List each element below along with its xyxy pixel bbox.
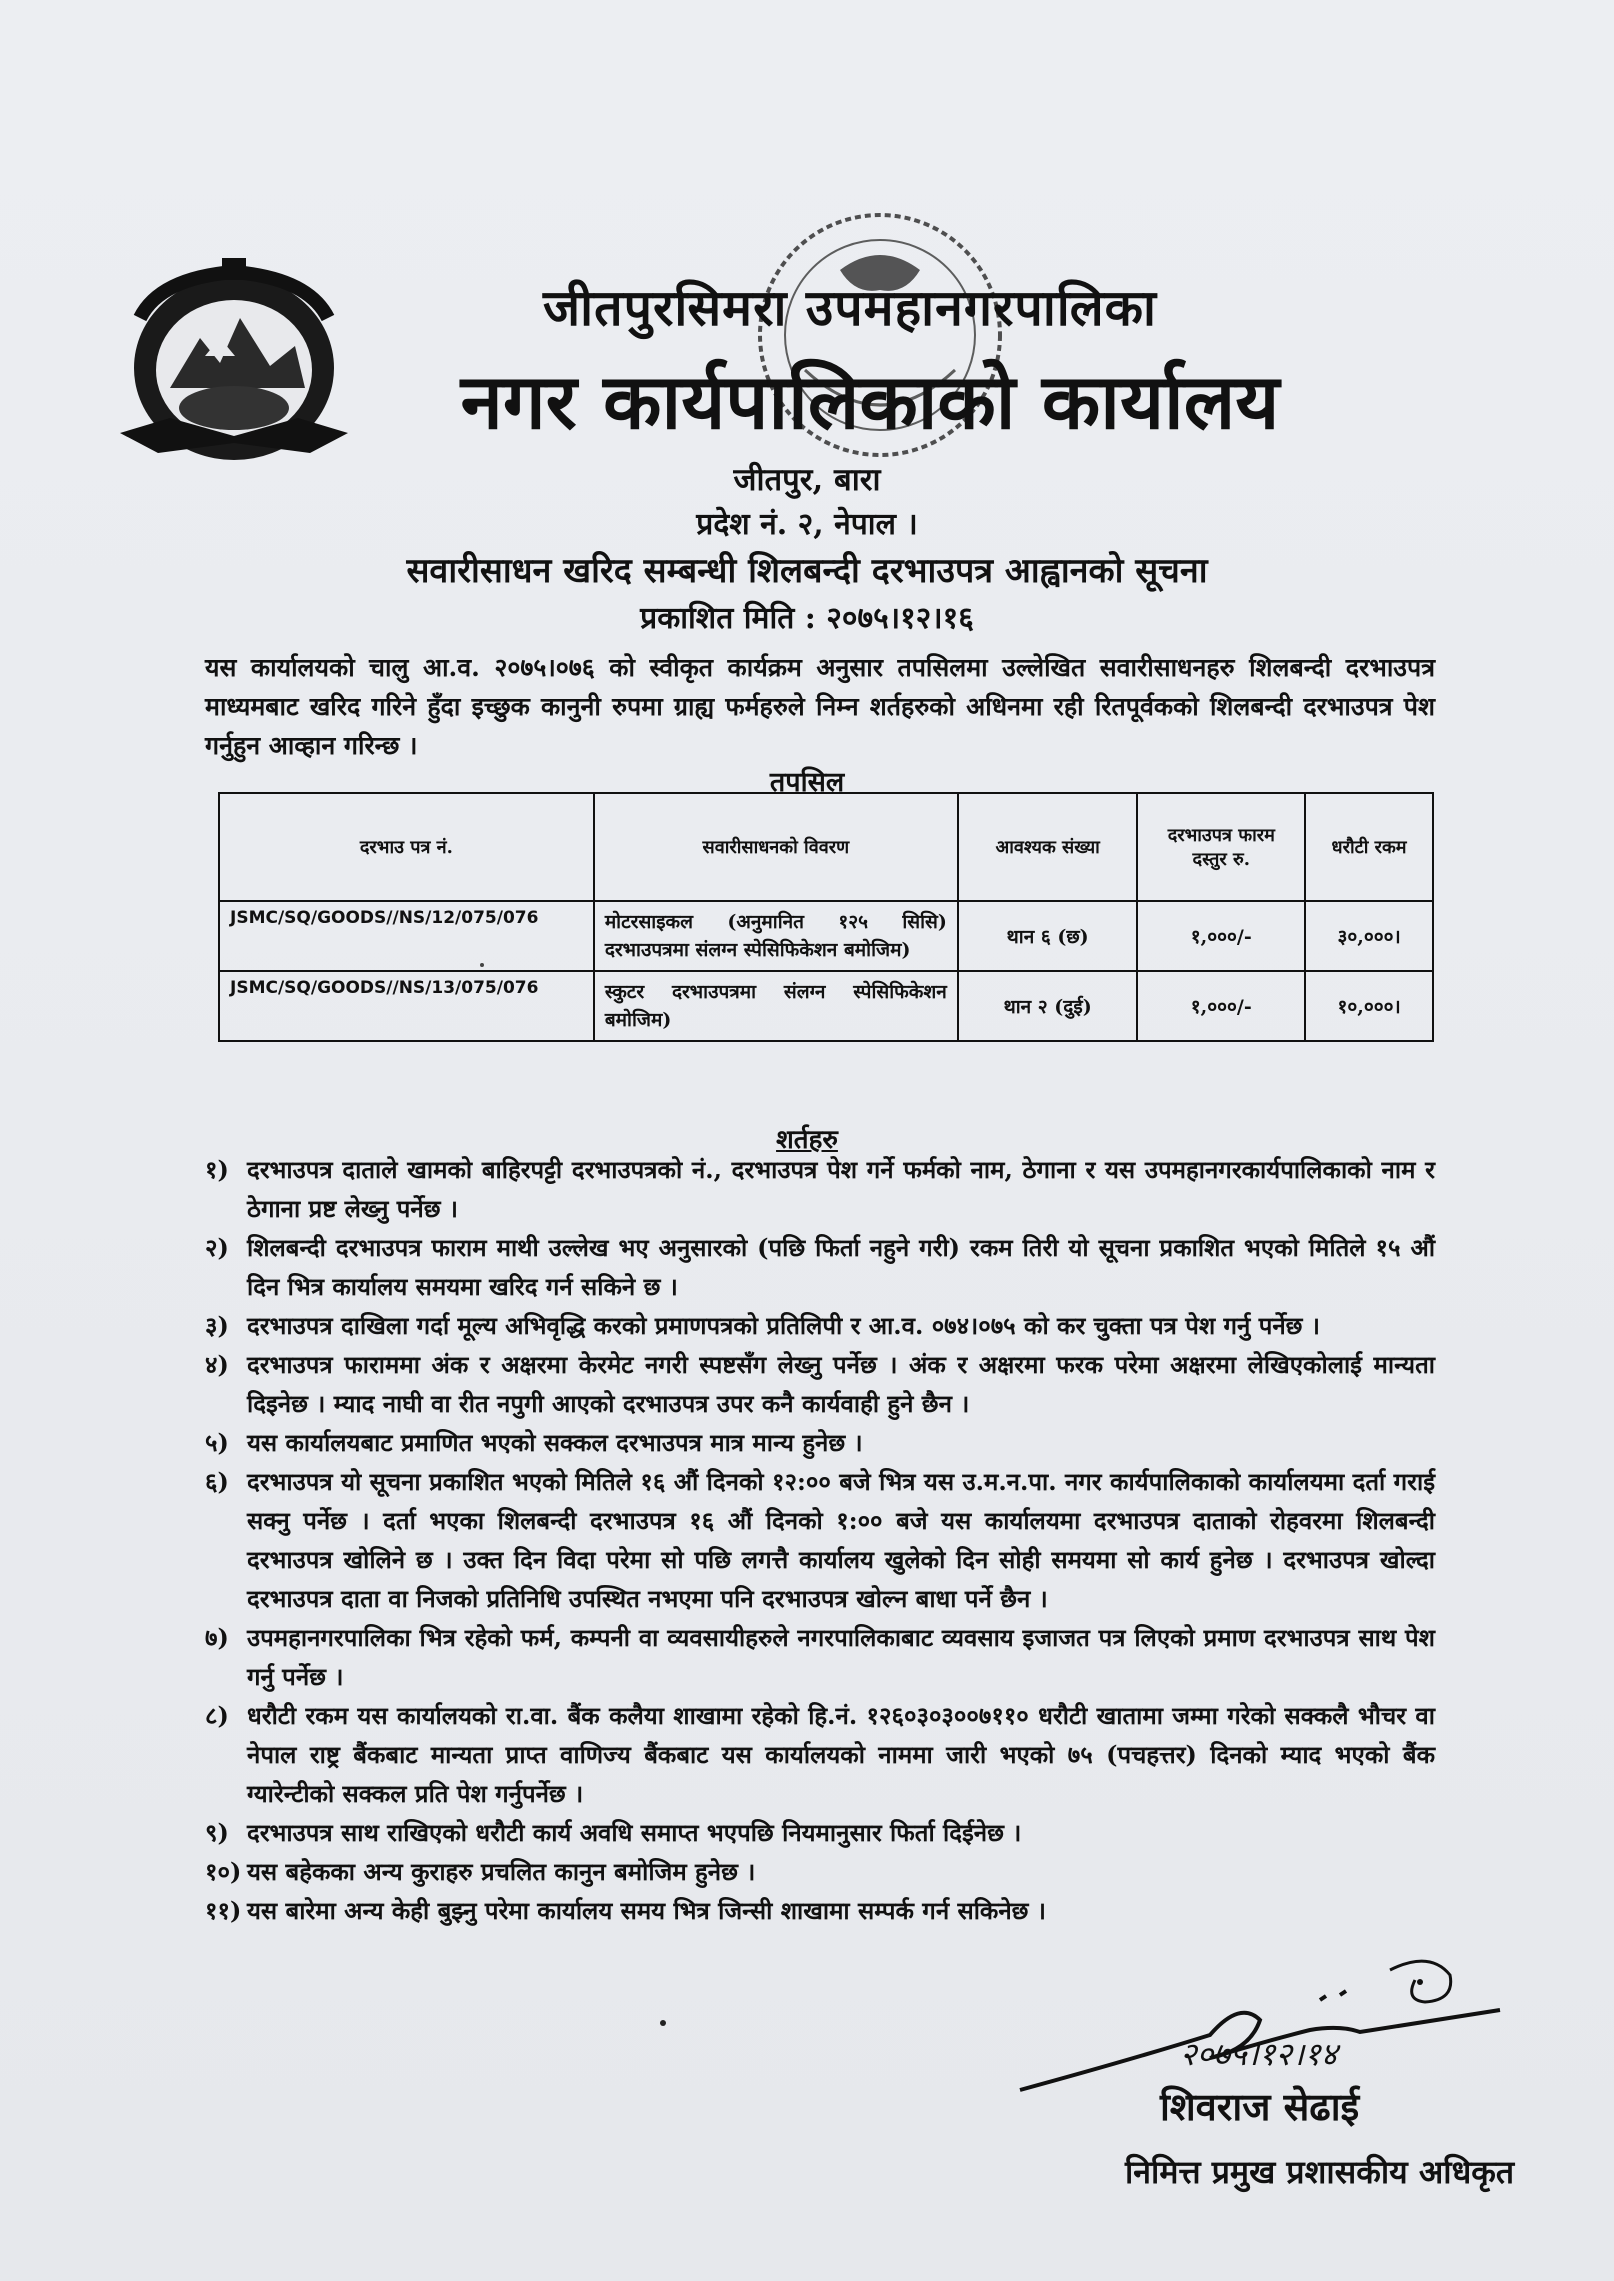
condition-number: १०) <box>205 1857 242 1886</box>
ink-speck <box>480 963 484 967</box>
tender-no-cell: JSMC/SQ/GOODS//NS/12/075/076 <box>219 901 594 971</box>
org-name-line2: नगर कार्यपालिकाको कार्यालय <box>460 357 1280 446</box>
ink-dot <box>660 2020 666 2026</box>
items-table <box>218 792 1434 1042</box>
signature-date: २०७५।१२।१४ <box>1180 2035 1338 2073</box>
deposit-cell: ३०,०००। <box>1305 901 1433 971</box>
notice-title: सवारीसाधन खरिद सम्बन्धी शिलबन्दी दरभाउपत्र आह्वानको सूचना <box>406 551 1208 591</box>
condition-item <box>205 1813 1435 1852</box>
form-fee-cell: १,०००/- <box>1137 901 1305 971</box>
nepal-emblem-icon <box>110 258 358 468</box>
table-caption: तपसिल <box>769 767 845 798</box>
condition-number: ११) <box>205 1896 242 1925</box>
condition-number: ५) <box>205 1428 229 1457</box>
col-header-quantity: आवश्यक संख्या <box>958 793 1138 901</box>
address-city: जीतपुर, बारा <box>733 462 881 498</box>
condition-text: दरभाउपत्र दाताले खामको बाहिरपट्टी दरभाउपत्रको नं., दरभाउपत्र पेश गर्ने फर्मको नाम, ठेगाना र यस उपमहानगरकार्यपालिकाको नाम र ठेगाना प्रष्ट लेख्नु पर्नेछ । <box>247 1155 1435 1223</box>
condition-number: ६) <box>205 1467 229 1496</box>
table-row <box>219 971 1433 1041</box>
condition-number: १) <box>205 1155 229 1184</box>
col-header-deposit: धरौटी रकम <box>1305 793 1433 901</box>
table-header-row <box>219 793 1433 901</box>
condition-number: ४) <box>205 1350 229 1379</box>
condition-item <box>205 1228 1435 1306</box>
condition-item <box>205 1423 1435 1462</box>
tender-no-cell: JSMC/SQ/GOODS//NS/13/075/076 <box>219 971 594 1041</box>
condition-item <box>205 1852 1435 1891</box>
condition-item <box>205 1696 1435 1813</box>
condition-item <box>205 1891 1435 1930</box>
condition-item <box>205 1150 1435 1228</box>
signatory-title: निमित्त प्रमुख प्रशासकीय अधिकृत <box>1125 2153 1515 2191</box>
table-row <box>219 901 1433 971</box>
condition-number: ९) <box>205 1818 229 1847</box>
condition-text: यस बारेमा अन्य केही बुझ्नु परेमा कार्यालय समय भित्र जिन्सी शाखामा सम्पर्क गर्न सकिनेछ । <box>247 1896 1046 1925</box>
form-fee-cell: १,०००/- <box>1137 971 1305 1041</box>
signatory-name: शिवराज सेढाई <box>1160 2084 1360 2129</box>
org-name-line1: जीतपुरसिमरा उपमहानगरपालिका <box>543 278 1157 337</box>
condition-text: यस कार्यालयबाट प्रमाणित भएको सक्कल दरभाउपत्र मात्र मान्य हुनेछ । <box>247 1428 863 1457</box>
condition-number: २) <box>205 1233 229 1262</box>
condition-number: ८) <box>205 1701 229 1730</box>
condition-text: दरभाउपत्र साथ राखिएको धरौटी कार्य अवधि समाप्त भएपछि नियमानुसार फिर्ता दिईनेछ । <box>247 1818 1022 1847</box>
condition-item <box>205 1306 1435 1345</box>
address-province: प्रदेश नं. २, नेपाल । <box>696 507 918 542</box>
quantity-cell: थान ६ (छ) <box>958 901 1138 971</box>
intro-paragraph: यस कार्यालयको चालु आ.व. २०७५।०७६ को स्वीकृत कार्यक्रम अनुसार तपसिलमा उल्लेखित सवारीसाधनहरु शिलबन्दी दरभाउपत्र माध्यमबाट खरिद गरिने हुँदा इच्छुक कानुनी रुपमा ग्राह्य फर्महरुले निम्न शर्तहरुको अधिनमा रही रितपूर्वकको शिलबन्दी दरभाउपत्र पेश गर्नुहुन आव्हान गरिन्छ । <box>205 653 1435 760</box>
condition-text: दरभाउपत्र दाखिला गर्दा मूल्य अभिवृद्धि करको प्रमाणपत्रको प्रतिलिपी र आ.व. ०७४।०७५ को कर चुक्ता पत्र पेश गर्नु पर्नेछ । <box>247 1311 1320 1340</box>
quantity-cell: थान २ (दुई) <box>958 971 1138 1041</box>
condition-number: ७) <box>205 1623 229 1652</box>
deposit-cell: १०,०००। <box>1305 971 1433 1041</box>
condition-text: धरौटी रकम यस कार्यालयको रा.वा. बैंक कलैया शाखामा रहेको हि.नं. १२६०३०३००७११० धरौटी खातामा जम्मा गरेको सक्कलै भौचर वा नेपाल राष्ट्र बैंकबाट मान्यता प्राप्त वाणिज्य बैंकबाट यस कार्यालयको नाममा जारी भएको ७५ (पचहत्तर) दिनको म्याद भएको बैंक ग्यारेन्टीको सक्कल प्रति पेश गर्नुपर्नेछ । <box>247 1701 1435 1808</box>
condition-item <box>205 1345 1435 1423</box>
condition-number: ३) <box>205 1311 229 1340</box>
description-cell: स्कुटर दरभाउपत्रमा संलग्न स्पेसिफिकेशन बमोजिम) <box>594 971 958 1041</box>
condition-item <box>205 1618 1435 1696</box>
condition-text: यस बहेकका अन्य कुराहरु प्रचलित कानुन बमोजिम हुनेछ । <box>247 1857 756 1886</box>
condition-text: शिलबन्दी दरभाउपत्र फाराम माथी उल्लेख भए अनुसारको (पछि फिर्ता नहुने गरी) रकम तिरी यो सूचना प्रकाशित भएको मितिले १५ औं दिन भित्र कार्यालय समयमा खरिद गर्न सकिने छ । <box>247 1233 1435 1301</box>
col-header-description: सवारीसाधनको विवरण <box>594 793 958 901</box>
condition-text: उपमहानगरपालिका भित्र रहेको फर्म, कम्पनी वा व्यवसायीहरुले नगरपालिकाबाट व्यवसाय इजाजत पत्र लिएको प्रमाण दरभाउपत्र साथ पेश गर्नु पर्नेछ । <box>247 1623 1435 1691</box>
col-header-tender-no: दरभाउ पत्र नं. <box>219 793 594 901</box>
conditions-heading: शर्तहरु <box>776 1125 838 1155</box>
conditions-list <box>205 1150 1435 1930</box>
condition-item <box>205 1462 1435 1618</box>
description-cell: मोटरसाइकल (अनुमानित १२५ सिसि) दरभाउपत्रमा संलग्न स्पेसिफिकेशन बमोजिम) <box>594 901 958 971</box>
condition-text: दरभाउपत्र फाराममा अंक र अक्षरमा केरमेट नगरी स्पष्टसँग लेख्नु पर्नेछ । अंक र अक्षरमा फरक परेमा अक्षरमा लेखिएकोलाई मान्यता दिइनेछ । म्याद नाघी वा रीत नपुगी आएको दरभाउपत्र उपर कनै कार्यवाही हुने छैन । <box>247 1350 1435 1418</box>
col-header-form-fee: दरभाउपत्र फारम दस्तुर रु. <box>1137 793 1305 901</box>
condition-text: दरभाउपत्र यो सूचना प्रकाशित भएको मितिले १६ औं दिनको १२:०० बजे भित्र यस उ.म.न.पा. नगर कार्यपालिकाको कार्यालयमा दर्ता गराई सक्नु पर्नेछ । दर्ता भएका शिलबन्दी दरभाउपत्र १६ औं दिनको १:०० बजे यस कार्यालयमा दरभाउपत्र दाताको रोहवरमा शिलबन्दी दरभाउपत्र खोलिने छ । उक्त दिन विदा परेमा सो पछि लगत्तै कार्यालय खुलेको दिन सोही समयमा सो कार्य हुनेछ । दरभाउपत्र खोल्दा दरभाउपत्र दाता वा निजको प्रतिनिधि उपस्थित नभएमा पनि दरभाउपत्र खोल्न बाधा पर्ने छैन । <box>247 1467 1435 1613</box>
published-date: प्रकाशित मिति : २०७५।१२।१६ <box>640 601 974 636</box>
